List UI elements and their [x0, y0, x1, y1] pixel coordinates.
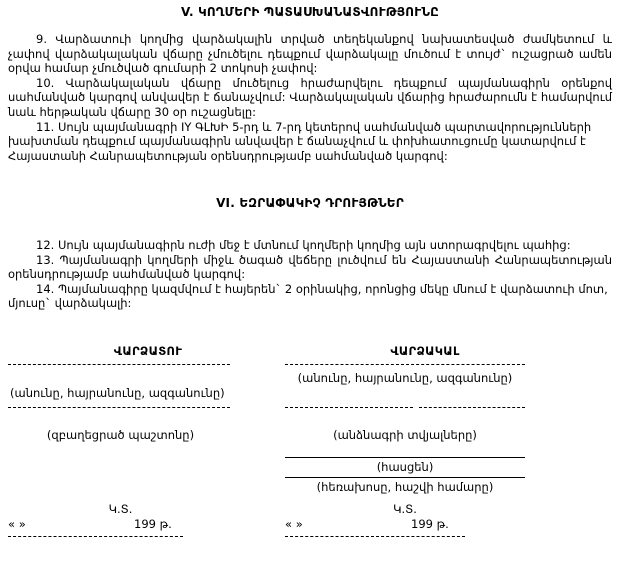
lessee-address-rule-bottom — [285, 477, 525, 478]
clause-13: 13. Պայմանագրի կողմերի միջև ծագած վեճերը լուծվում են Հայաստանի Հանրապետության օրենսդրությամբ սահմանված կարգով: — [8, 252, 612, 282]
clause-9: 9. Վարձատուի կողմից վարձակալին տրված տեղեկանքով նախատեսված ժամկետում և չափով վարձակալական վճարը չմուծելու դեպքում վարձակալը մուծում է տույժ` ուշացրած ամեն օրվա համար չմուծված գումարի 2 տոկոսի չափով: — [8, 32, 612, 76]
lessor-name-caption: (անունը, հայրանունը, ազգանունը) — [10, 386, 225, 400]
clause-block-v — [8, 32, 612, 163]
lessee-date-row — [285, 517, 525, 533]
lessee-passport-caption: (անձնագրի տվյալները) — [333, 428, 477, 442]
lessee-title: ՎԱՐՁԱԿԱԼ — [390, 344, 460, 358]
lessor-position-rule — [8, 407, 230, 408]
signature-column-lessee — [285, 340, 565, 531]
clause-10: 10. Վարձակալական վճարը մուծելուց հրաժարվելու դեպքում պայմանագիրն օրենքով սահմանված կարգով անվավեր է ճանաչվում: Վարձակալական վճարից հրաժարումն է համարվում նաև հերթական վճարը 30 օր ուշացնելը: — [8, 75, 612, 119]
lessee-date-quotes: « » — [285, 517, 303, 531]
clause-block-vi — [8, 238, 612, 311]
clause-11: 11. Սույն պայմանագրի IY ԳԼԽԻ 5-րդ և 7-րդ կետերով սահմանված պարտավորությունների խախտման դեպքում պայմանագիրն անվավեր է ճանաչվում և փոխհատուցումը կատարվում է Հայաստանի Հանրապետության օրենսդրությամբ սահմանված կարգով: — [8, 119, 592, 163]
lessor-position-caption: (զբաղեցրած պաշտոնը) — [46, 428, 195, 442]
signature-column-lessor — [8, 340, 288, 531]
lessee-phone-caption: (հեռախոսը, հաշվի համարը) — [316, 480, 494, 494]
section-heading-v: V. ԿՈՂՄԵՐԻ ՊԱՏԱՍԽԱՆԱՏՎՈՒԹՅՈՒՆԸ — [181, 5, 439, 19]
lessor-title: ՎԱՐՁԱՏՈՒ — [113, 344, 183, 358]
lessor-date-year: 199 թ. — [134, 517, 172, 531]
lessee-date-year: 199 թ. — [411, 517, 449, 531]
lessee-name-caption: (անունը, հայրանունը, ազգանունը) — [297, 371, 513, 385]
lessor-date-quotes: « » — [8, 517, 26, 531]
signature-area — [0, 340, 620, 569]
lessee-address-caption: (հասցեն) — [376, 460, 434, 474]
lessor-signature-rule — [8, 536, 183, 537]
lessor-date-row — [8, 517, 248, 533]
lessor-name-rule — [8, 364, 230, 365]
lessee-passport-rule-a — [285, 407, 413, 408]
lessee-address-rule-top — [285, 457, 525, 458]
lessee-signature-rule — [285, 536, 465, 537]
lessee-name-rule — [285, 364, 525, 365]
section-heading-vi: VI. ԵԶՐԱՓԱԿԻՉ ԴՐՈՒՅԹՆԵՐ — [216, 196, 404, 210]
lessor-seal-mark: Կ.Տ. — [108, 502, 133, 516]
clause-12: 12. Սույն պայմանագիրն ուժի մեջ է մտնում կողմերի կողմից այն ստորագրվելու պահից: — [36, 238, 571, 252]
clause-14: 14. Պայմանագիրը կազմվում է հայերեն` 2 օրինակից, որոնցից մեկը մնում է վարձատուի մոտ, մյուսը` վարձակալի: — [8, 281, 608, 311]
lessee-seal-mark: Կ.Տ. — [393, 502, 417, 516]
lessee-passport-rule-b — [419, 407, 525, 408]
